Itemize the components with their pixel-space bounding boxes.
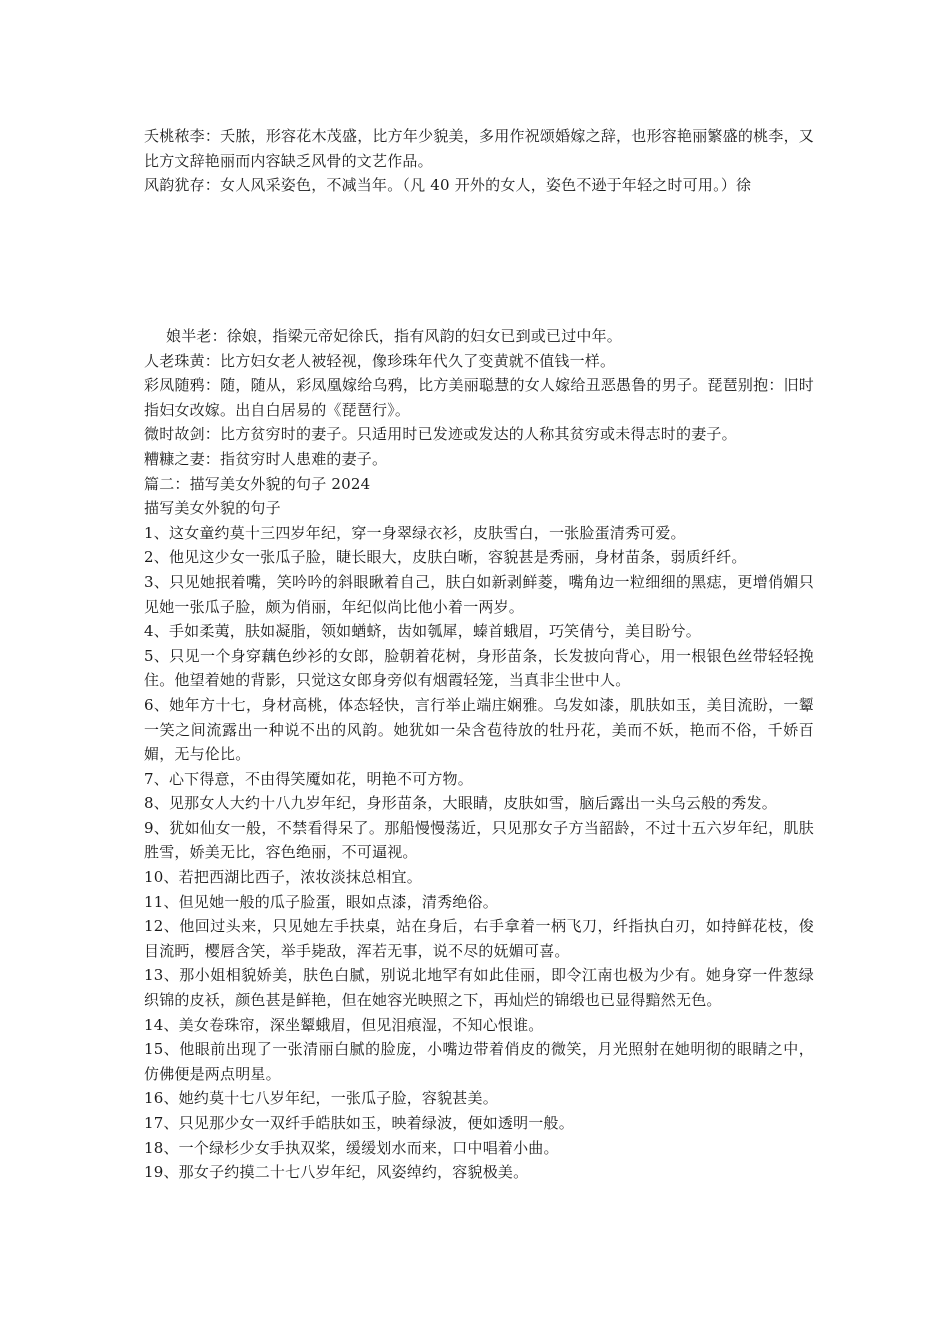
list-item: 10、若把西湖比西子，浓妆淡抹总相宜。	[144, 868, 422, 887]
list-item: 5、只见一个身穿藕色纱衫的女郎，脸朝着花树，身形苗条，长发披向背心，用一根银色丝带轻轻挽住。他望着她的背影，只觉这女郎身旁似有烟霞轻笼，当真非尘世中人。	[144, 646, 814, 690]
paragraph: 风韵犹存：女人风采姿色，不减当年。（凡 40 开外的女人，姿色不逊于年轻之时可用。）徐	[144, 176, 752, 195]
document-page	[144, 124, 814, 1185]
paragraph: 彩凤随鸦：随，随从，彩凤凰嫁给乌鸦，比方美丽聪慧的女人嫁给丑恶愚鲁的男子。琵琶别抱：旧时指妇女改嫁。出自白居易的《琵琶行》。	[144, 376, 814, 419]
list-item: 12、他回过头来，只见她左手扶桌，站在身后，右手拿着一柄飞刀，纤指执白刃，如持鲜花枝，俊目流眄，樱唇含笑，举手毙敌，浑若无事，说不尽的妩媚可喜。	[144, 917, 814, 960]
list-item: 17、只见那少女一双纤手皓肤如玉，映着绿波，便如透明一般。	[144, 1114, 574, 1132]
paragraph: 糟糠之妻：指贫穷时人患难的妻子。	[144, 449, 388, 468]
paragraph: 微时故剑：比方贫穷时的妻子。只适用时已发迹或发达的人称其贫穷或未得志时的妻子。	[144, 425, 737, 444]
list-item: 1、这女童约莫十三四岁年纪，穿一身翠绿衣衫，皮肤雪白，一张脸蛋清秀可爱。	[144, 523, 686, 542]
list-item: 7、心下得意，不由得笑魇如花，明艳不可方物。	[144, 769, 473, 788]
list-item: 15、他眼前出现了一张清丽白腻的脸庞，小嘴边带着俏皮的微笑，月光照射在她明彻的眼睛之中，仿佛便是两点明星。	[144, 1040, 814, 1083]
list-item: 8、见那女人大约十八九岁年纪，身形苗条，大眼睛，皮肤如雪，脑后露出一头乌云般的秀发。	[144, 794, 777, 813]
paragraph: 娘半老：徐娘，指梁元帝妃徐氏，指有风韵的妇女已到或已过中年。	[166, 327, 623, 345]
list-item: 14、美女卷珠帘，深坐颦蛾眉，但见泪痕湿，不知心恨谁。	[144, 1015, 544, 1034]
list-item: 2、他见这少女一张瓜子脸，睫长眼大，皮肤白晰，容貌甚是秀丽，身材苗条，弱质纤纤。	[144, 548, 747, 567]
list-item: 13、那小姐相貌娇美，肤色白腻，别说北地罕有如此佳丽，即令江南也极为少有。她身穿一件葱绿织锦的皮袄，颜色甚是鲜艳，但在她容光映照之下，再灿烂的锦缎也已显得黯然无色。	[144, 966, 814, 1010]
main-text-block	[144, 324, 814, 1185]
section-heading: 篇二：描写美女外貌的句子 2024	[144, 474, 371, 493]
list-item: 16、她约莫十七八岁年纪，一张瓜子脸，容貌甚美。	[144, 1089, 498, 1108]
paragraph: 夭桃秾李：夭脓，形容花木茂盛，比方年少貌美，多用作祝颂婚嫁之辞，也形容艳丽繁盛的桃李，又比方文辞艳丽而内容缺乏风骨的文艺作品。	[144, 127, 814, 170]
paragraph: 人老珠黄：比方妇女老人被轻视，像珍珠年代久了变黄就不值钱一样。	[144, 351, 616, 370]
section-subheading: 描写美女外貌的句子	[144, 499, 281, 518]
top-text-block	[144, 124, 814, 324]
list-item: 4、手如柔荑，肤如凝脂，领如蝤蛴，齿如瓠犀，螓首蛾眉，巧笑倩兮，美目盼兮。	[144, 622, 701, 641]
list-item: 6、她年方十七，身材高桃，体态轻快，言行举止端庄娴雅。乌发如漆，肌肤如玉，美目流盼，一颦一笑之间流露出一种说不出的风韵。她犹如一朵含苞待放的牡丹花，美而不妖，艳而不俗，千娇百媚，无与伦比。	[144, 695, 814, 764]
list-item: 11、但见她一般的瓜子脸蛋，眼如点漆，清秀绝俗。	[144, 892, 498, 911]
list-item: 19、那女子约摸二十七八岁年纪，风姿绰约，容貌极美。	[144, 1163, 529, 1182]
list-item: 9、犹如仙女一般，不禁看得呆了。那船慢慢荡近，只见那女子方当韶龄，不过十五六岁年纪，肌肤胜雪，娇美无比，容色绝丽，不可逼视。	[144, 818, 814, 862]
list-item: 18、一个绿杉少女手执双桨，缓缓划水而来，口中唱着小曲。	[144, 1138, 559, 1157]
list-item: 3、只见她抿着嘴，笑吟吟的斜眼瞅着自己，肤白如新剥鲜菱，嘴角边一粒细细的黑痣，更增俏媚只见她一张瓜子脸，颇为俏丽，年纪似尚比他小着一两岁。	[144, 572, 814, 616]
